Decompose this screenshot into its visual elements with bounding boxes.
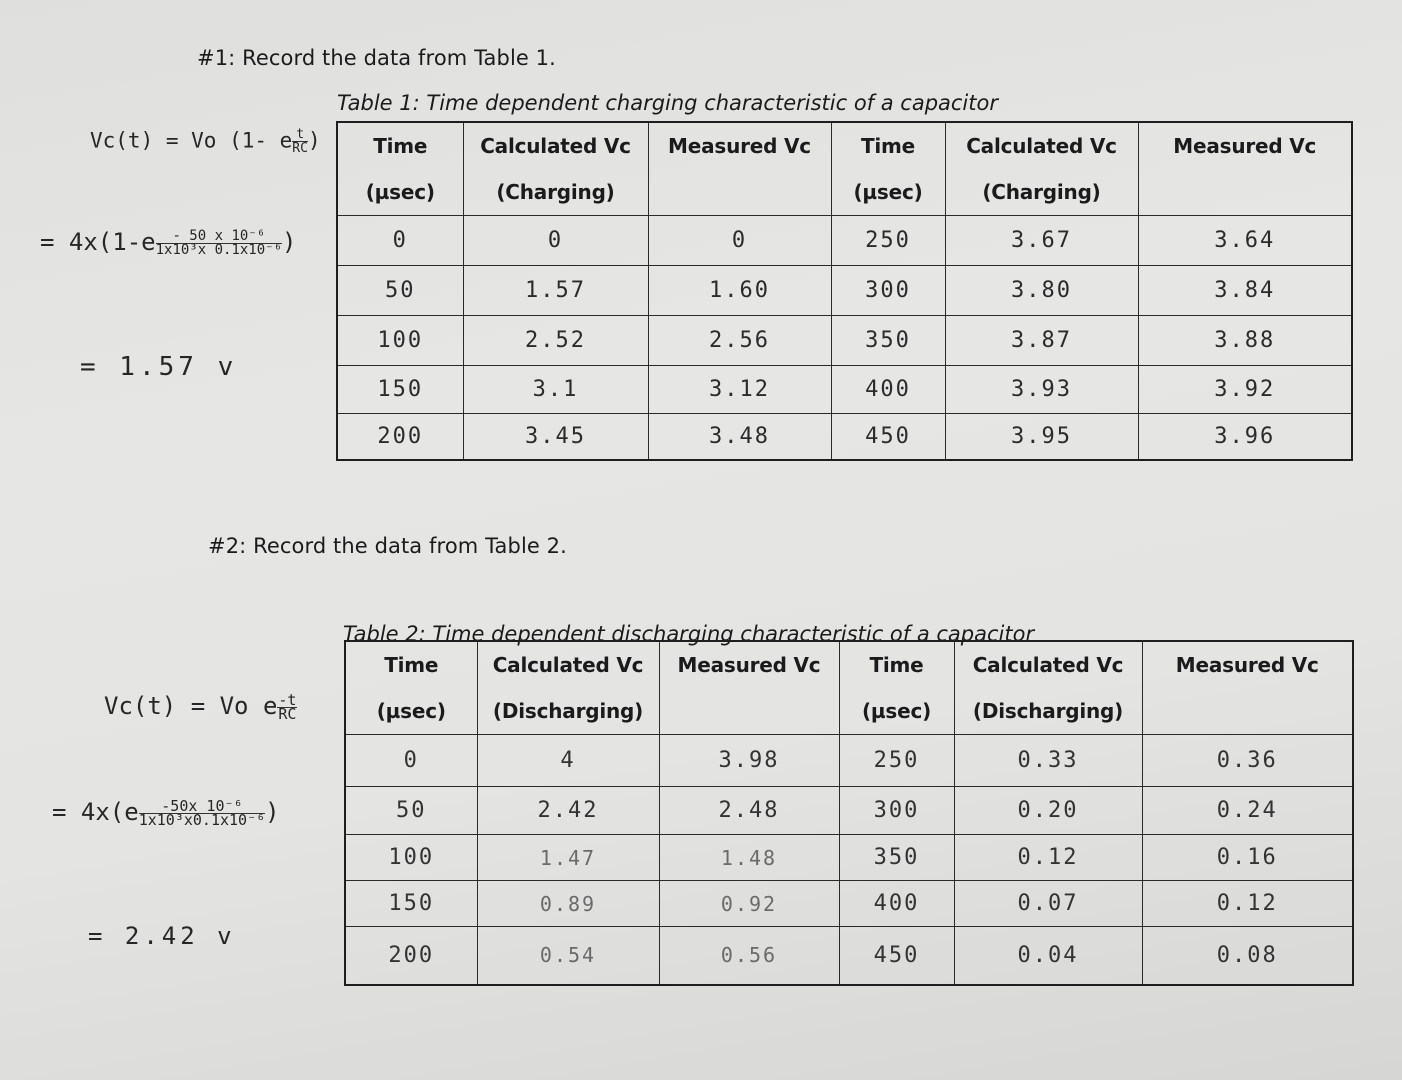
table-cell: 3.1: [463, 366, 648, 414]
table-cell: 3.12: [648, 366, 831, 414]
table1-header-time-2: Time (µsec): [831, 122, 945, 216]
table2-header-calculated-2: Calculated Vc (Discharging): [954, 641, 1142, 735]
table-cell: 100: [337, 316, 463, 366]
table-cell: 300: [831, 266, 945, 316]
table2-caption: Table 2: Time dependent discharging characteristic of a capacitor: [343, 622, 1035, 646]
table-cell: 50: [337, 266, 463, 316]
table-cell: 450: [839, 927, 954, 985]
table-cell: 300: [839, 787, 954, 835]
table-row: [345, 881, 1353, 927]
table-cell: 0.12: [1142, 881, 1353, 927]
table-cell: 350: [831, 316, 945, 366]
table2-header-calculated: Calculated Vc (Discharging): [477, 641, 659, 735]
table-row: [337, 414, 1352, 460]
table2-header-row: [345, 641, 1353, 735]
table-cell: 3.95: [945, 414, 1138, 460]
table-cell: 400: [839, 881, 954, 927]
table1-header-row: [337, 122, 1352, 216]
table-cell: 1.48: [659, 835, 839, 881]
table2-header-measured-2: Measured Vc: [1142, 641, 1353, 735]
table-cell: 2.42: [477, 787, 659, 835]
table-row: [337, 316, 1352, 366]
table-cell: 2.52: [463, 316, 648, 366]
table-cell: 3.93: [945, 366, 1138, 414]
table-cell: 0.92: [659, 881, 839, 927]
table1-header-calculated-2: Calculated Vc (Charging): [945, 122, 1138, 216]
table-cell: 0.08: [1142, 927, 1353, 985]
table-cell: 0: [337, 216, 463, 266]
table-cell: 3.98: [659, 735, 839, 787]
table-cell: 3.67: [945, 216, 1138, 266]
table-cell: 250: [831, 216, 945, 266]
table1-header-calculated: Calculated Vc (Charging): [463, 122, 648, 216]
table-cell: 0: [345, 735, 477, 787]
table-cell: 3.96: [1138, 414, 1352, 460]
table1-header-measured: Measured Vc: [648, 122, 831, 216]
table-cell: 3.88: [1138, 316, 1352, 366]
table-cell: 0.56: [659, 927, 839, 985]
table-cell: 0.20: [954, 787, 1142, 835]
table-cell: 3.45: [463, 414, 648, 460]
table-cell: 350: [839, 835, 954, 881]
table-cell: 2.48: [659, 787, 839, 835]
table1-header-time: Time (µsec): [337, 122, 463, 216]
table-cell: 150: [337, 366, 463, 414]
table-cell: 400: [831, 366, 945, 414]
table-row: [345, 835, 1353, 881]
table-cell: 200: [345, 927, 477, 985]
table-cell: 0: [463, 216, 648, 266]
table-row: [337, 366, 1352, 414]
table-cell: 450: [831, 414, 945, 460]
table-row: [345, 927, 1353, 985]
table-cell: 0.12: [954, 835, 1142, 881]
charging-formula: Vc(t) = Vo (1- e $\frac{t}{RC}$ ): [90, 127, 321, 156]
table-cell: 4: [477, 735, 659, 787]
discharging-formula: Vc(t) = Vo e $\frac{-t}{RC}$: [104, 690, 297, 723]
table-cell: 100: [345, 835, 477, 881]
table-cell: 1.47: [477, 835, 659, 881]
charging-substitution: = 4x(1-e $\frac{\text{- 50 x 10⁻⁶}}{\text{1x10³x 0.1x10⁻⁶}}$ ): [40, 227, 297, 258]
discharging-result: = 2.42 v: [88, 922, 236, 950]
table-row: [337, 266, 1352, 316]
table-row: [337, 216, 1352, 266]
table1-header-measured-2: Measured Vc: [1138, 122, 1352, 216]
table-cell: 0.54: [477, 927, 659, 985]
table-cell: 200: [337, 414, 463, 460]
table-cell: 250: [839, 735, 954, 787]
table-cell: 3.80: [945, 266, 1138, 316]
table-cell: 0.89: [477, 881, 659, 927]
table2-header-time-2: Time (µsec): [839, 641, 954, 735]
table2-header-measured: Measured Vc: [659, 641, 839, 735]
table2: [344, 640, 1354, 986]
table-cell: 0.33: [954, 735, 1142, 787]
discharging-substitution: = 4x(e $\frac{\text{-50x 10⁻⁶}}{\text{1x10³x0.1x10⁻⁶}}$ ): [52, 796, 280, 829]
table-cell: 0: [648, 216, 831, 266]
table1: [336, 121, 1353, 461]
table-cell: 3.64: [1138, 216, 1352, 266]
table-cell: 0.16: [1142, 835, 1353, 881]
table-cell: 0.07: [954, 881, 1142, 927]
charging-result: = 1.57 v: [80, 352, 238, 382]
table-cell: 0.04: [954, 927, 1142, 985]
table-cell: 1.60: [648, 266, 831, 316]
table-cell: 0.24: [1142, 787, 1353, 835]
table-cell: 3.87: [945, 316, 1138, 366]
table-cell: 1.57: [463, 266, 648, 316]
table1-caption: Table 1: Time dependent charging characteristic of a capacitor: [337, 91, 998, 115]
table-cell: 3.48: [648, 414, 831, 460]
table-cell: 2.56: [648, 316, 831, 366]
section2-heading: #2: Record the data from Table 2.: [208, 534, 567, 558]
table-row: [345, 735, 1353, 787]
table-cell: 3.92: [1138, 366, 1352, 414]
table-cell: 0.36: [1142, 735, 1353, 787]
table2-header-time: Time (µsec): [345, 641, 477, 735]
table-row: [345, 787, 1353, 835]
section1-heading: #1: Record the data from Table 1.: [197, 46, 556, 70]
table-cell: 3.84: [1138, 266, 1352, 316]
table-cell: 150: [345, 881, 477, 927]
table-cell: 50: [345, 787, 477, 835]
